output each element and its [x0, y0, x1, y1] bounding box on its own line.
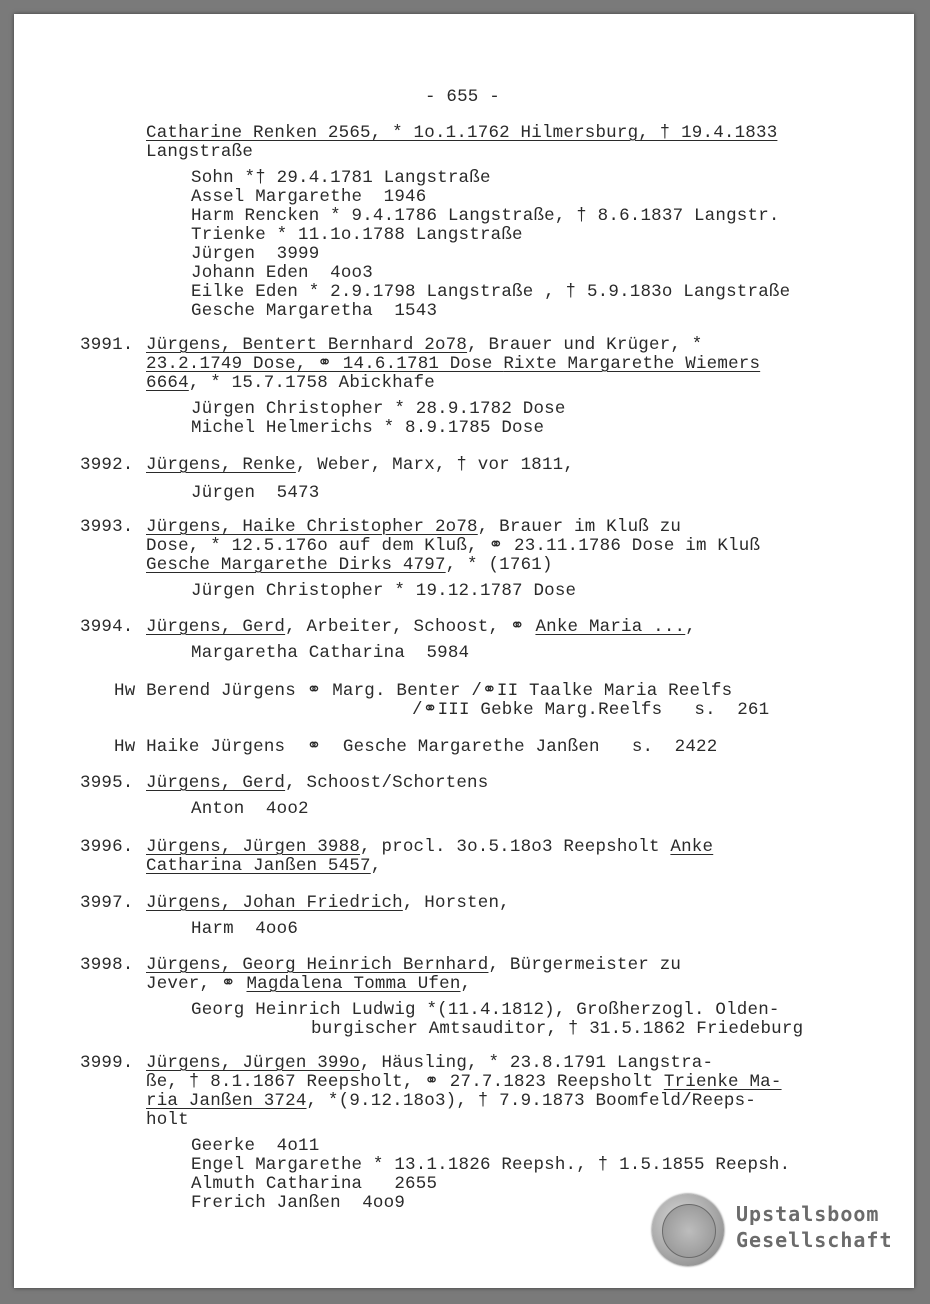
- child-line: Gesche Margaretha 1543: [191, 301, 438, 321]
- child-line: Jürgen 5473: [191, 483, 320, 503]
- entry-line: Jürgens, Gerd, Schoost/Schortens: [146, 773, 489, 793]
- entry-line: Jürgens, Bentert Bernhard 2o78, Brauer und Krüger, *: [146, 335, 703, 355]
- child-line: Jürgen Christopher * 19.12.1787 Dose: [191, 581, 577, 601]
- spouse-name: Trienke Ma-: [663, 1072, 782, 1092]
- person-name: Jürgens, Georg Heinrich Bernhard: [146, 955, 489, 975]
- entry-line: Jever, ⚭ Magdalena Tomma Ufen,: [146, 974, 472, 994]
- entry-line: Gesche Margarethe Dirks 4797, * (1761): [146, 555, 553, 575]
- entry-line: 6664, * 15.7.1758 Abickhafe: [146, 373, 435, 393]
- person-name: Jürgens, Haike Christopher 2o78: [146, 517, 478, 537]
- person-name: Jürgens, Gerd: [146, 773, 286, 793]
- entry-number: 3991.: [80, 335, 134, 355]
- entry-number: 3994.: [80, 617, 134, 637]
- entry-number: 3995.: [80, 773, 134, 793]
- child-line: Geerke 4o11: [191, 1136, 320, 1156]
- spouse-name: Rixte Margarethe Wiemers: [503, 354, 761, 374]
- child-line: Jürgen 3999: [191, 244, 320, 264]
- logo-line1: Upstalsboom: [736, 1202, 880, 1226]
- seal-icon: [652, 1194, 724, 1266]
- child-line: Michel Helmerichs * 8.9.1785 Dose: [191, 418, 545, 438]
- entry-line: Catharina Janßen 5457,: [146, 856, 382, 876]
- hw-line: /⚭III Gebke Marg.Reelfs s. 261: [412, 700, 770, 720]
- person-name: Jürgens, Gerd: [146, 617, 286, 637]
- child-line: Jürgen Christopher * 28.9.1782 Dose: [191, 399, 566, 419]
- entry-line: ße, † 8.1.1867 Reepsholt, ⚭ 27.7.1823 Reepsholt Trienke Ma-: [146, 1072, 782, 1092]
- text-line: Langstraße: [146, 142, 254, 162]
- child-line: burgischer Amtsauditor, † 31.5.1862 Friedeburg: [311, 1019, 804, 1039]
- child-line: Trienke * 11.1o.1788 Langstraße: [191, 225, 523, 245]
- spouse-name: Gesche Margarethe Dirks 4797: [146, 555, 446, 575]
- child-line: Harm Rencken * 9.4.1786 Langstraße, † 8.6.1837 Langstr.: [191, 206, 780, 226]
- entry-line: Jürgens, Johan Friedrich, Horsten,: [146, 893, 510, 913]
- upstalsboom-logo: [652, 1194, 902, 1272]
- entry-number: 3999.: [80, 1053, 134, 1073]
- entry-line: Dose, * 12.5.176o auf dem Kluß, ⚭ 23.11.1786 Dose im Kluß: [146, 536, 761, 556]
- child-line: Harm 4oo6: [191, 919, 299, 939]
- person-name: Jürgens, Bentert Bernhard 2o78: [146, 335, 468, 355]
- child-line: Frerich Janßen 4oo9: [191, 1193, 406, 1213]
- entry-line: Jürgens, Haike Christopher 2o78, Brauer im Kluß zu: [146, 517, 682, 537]
- person-name: Jürgens, Johan Friedrich: [146, 893, 403, 913]
- spouse-name: Magdalena Tomma Ufen: [246, 974, 461, 994]
- spouse-name: Anke: [670, 837, 714, 857]
- entry-line: 23.2.1749 Dose, ⚭ 14.6.1781 Dose Rixte Margarethe Wiemers: [146, 354, 761, 374]
- logo-line2: Gesellschaft: [736, 1228, 893, 1252]
- child-line: Georg Heinrich Ludwig *(11.4.1812), Großherzogl. Olden-: [191, 1000, 780, 1020]
- hw-line: Hw Haike Jürgens ⚭ Gesche Margarethe Janßen s. 2422: [114, 737, 718, 757]
- child-line: Margaretha Catharina 5984: [191, 643, 470, 663]
- entry-number: 3992.: [80, 455, 134, 475]
- child-line: Assel Margarethe 1946: [191, 187, 427, 207]
- person-name: Jürgens, Jürgen 399o: [146, 1053, 361, 1073]
- child-line: Anton 4oo2: [191, 799, 309, 819]
- entry-line: Jürgens, Georg Heinrich Bernhard, Bürgermeister zu: [146, 955, 682, 975]
- entry-line: ria Janßen 3724, *(9.12.18o3), † 7.9.1873 Boomfeld/Reeps-: [146, 1091, 757, 1111]
- child-line: Johann Eden 4oo3: [191, 263, 373, 283]
- entry-line: Jürgens, Renke, Weber, Marx, † vor 1811,: [146, 455, 575, 475]
- spouse-name: Anke Maria ...: [535, 617, 686, 637]
- document-page: [14, 14, 914, 1288]
- entry-number: 3993.: [80, 517, 134, 537]
- page-number: - 655 -: [425, 87, 500, 107]
- entry-number: 3996.: [80, 837, 134, 857]
- person-name: Jürgens, Jürgen 3988: [146, 837, 361, 857]
- child-line: Engel Margarethe * 13.1.1826 Reepsh., † 1.5.1855 Reepsh.: [191, 1155, 791, 1175]
- child-line: Sohn *† 29.4.1781 Langstraße: [191, 168, 491, 188]
- entry-number: 3997.: [80, 893, 134, 913]
- child-line: Almuth Catharina 2655: [191, 1174, 438, 1194]
- entry-number: 3998.: [80, 955, 134, 975]
- entry-line: Jürgens, Jürgen 399o, Häusling, * 23.8.1791 Langstra-: [146, 1053, 714, 1073]
- text-line: Catharine Renken 2565, * 1o.1.1762 Hilmersburg, † 19.4.1833: [146, 123, 778, 143]
- entry-line: Jürgens, Gerd, Arbeiter, Schoost, ⚭ Anke Maria ...,: [146, 617, 696, 637]
- entry-line: holt: [146, 1110, 189, 1130]
- person-name: Jürgens, Renke: [146, 455, 296, 475]
- child-line: Eilke Eden * 2.9.1798 Langstraße , † 5.9.183o Langstraße: [191, 282, 791, 302]
- entry-line: Jürgens, Jürgen 3988, procl. 3o.5.18o3 Reepsholt Anke: [146, 837, 714, 857]
- hw-line: Hw Berend Jürgens ⚭ Marg. Benter /⚭II Taalke Maria Reelfs: [114, 681, 733, 701]
